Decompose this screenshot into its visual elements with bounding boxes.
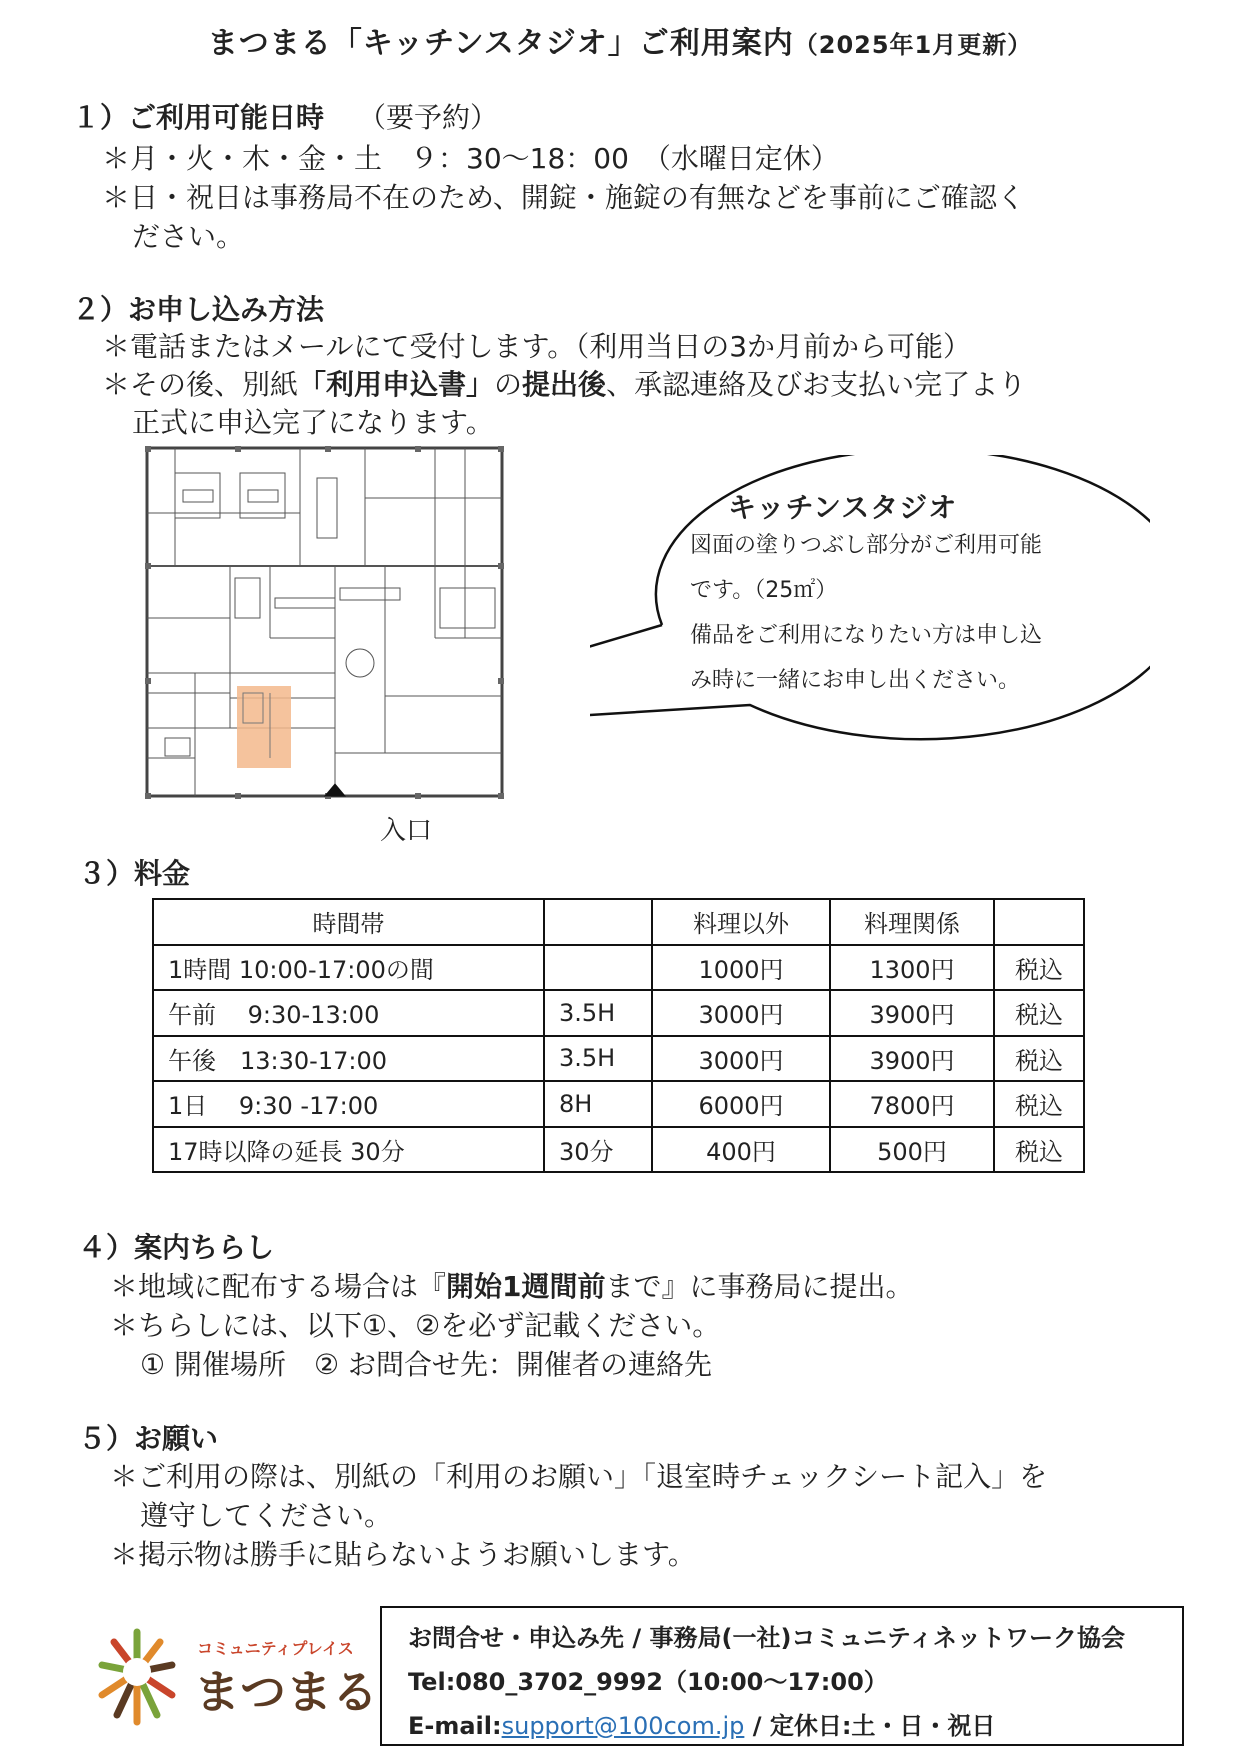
- cell-cooking: 3900円: [830, 1036, 994, 1082]
- section2-heading: ２）お申し込み方法: [72, 293, 325, 326]
- section1-heading-text: １）ご利用可能日時: [72, 101, 325, 134]
- section3-heading: ３）料金: [78, 857, 191, 890]
- cell-cooking: 1300円: [830, 945, 994, 991]
- cell-time: 午前 9:30-13:00: [153, 990, 544, 1036]
- section5-line1: ＊ご利用の際は、別紙の「利用のお願い」「退室時チェックシート記入」を: [110, 1460, 1048, 1493]
- contact-box: [380, 1606, 1184, 1746]
- cell-tax: 税込: [994, 945, 1084, 991]
- header-time: 時間帯: [153, 899, 544, 945]
- cell-hours: 30分: [544, 1127, 652, 1173]
- closed-days: / 定休日:土・日・祝日: [744, 1712, 996, 1740]
- header-tax: [994, 899, 1084, 945]
- cell-time: 17時以降の延長 30分: [153, 1127, 544, 1173]
- s2-l2e: 、承認連絡及びお支払い完了より: [606, 368, 1027, 401]
- section4-line2: ＊ちらしには、以下①、②を必ず記載ください。: [110, 1309, 721, 1342]
- page-title: [0, 18, 1240, 62]
- section1-heading: [72, 96, 498, 136]
- contact-line1: お問合せ・申込み先 / 事務局(一社)コミュニティネットワーク協会: [408, 1624, 1126, 1652]
- section5-line3: ＊掲示物は勝手に貼らないようお願いします。: [110, 1538, 696, 1571]
- cell-tax: 税込: [994, 1127, 1084, 1173]
- floor-plan: [135, 438, 520, 808]
- cell-time: 午後 13:30-17:00: [153, 1036, 544, 1082]
- cell-non-cooking: 3000円: [652, 1036, 830, 1082]
- title-main: まつまる「キッチンスタジオ」ご利用案内: [207, 26, 794, 61]
- section2-line3: 正式に申込完了になります。: [132, 406, 494, 439]
- table-row: [153, 1127, 1084, 1173]
- cell-tax: 税込: [994, 1081, 1084, 1127]
- cell-hours: 3.5H: [544, 1036, 652, 1082]
- logo-small-text: コミュニティプレイス: [197, 1639, 354, 1658]
- cell-non-cooking: 400円: [652, 1127, 830, 1173]
- contact-tel: Tel:080_3702_9992（10:00～17:00）: [408, 1668, 888, 1696]
- s4-l1b: 開始1週間前: [446, 1270, 606, 1303]
- header-hours: [544, 899, 652, 945]
- cell-hours: [544, 945, 652, 991]
- section4-heading: ４）案内ちらし: [78, 1231, 275, 1264]
- cell-tax: 税込: [994, 1036, 1084, 1082]
- s2-l2b: 「利用申込書」: [298, 368, 495, 401]
- table-row: [153, 945, 1084, 991]
- section1-line2: ＊日・祝日は事務局不在のため、開錠・施錠の有無などを事前にご確認く: [102, 181, 1025, 214]
- cell-cooking: 3900円: [830, 990, 994, 1036]
- s4-l1c: まで』に事務局に提出。: [605, 1270, 914, 1303]
- section4-line1: [110, 1265, 914, 1305]
- cell-non-cooking: 1000円: [652, 945, 830, 991]
- fee-table: [152, 898, 1085, 1173]
- kitchen-studio-area: [237, 686, 291, 768]
- table-row: [153, 1081, 1084, 1127]
- cell-time: 1日 9:30 -17:00: [153, 1081, 544, 1127]
- cell-hours: 8H: [544, 1081, 652, 1127]
- table-row: [153, 1036, 1084, 1082]
- s2-l2c: の: [494, 368, 523, 401]
- section4-line3: ① 開催場所 ② お問合せ先：開催者の連絡先: [140, 1348, 713, 1381]
- balloon-line1: 図面の塗りつぶし部分がご利用可能: [690, 533, 1043, 558]
- logo-big-text: まつまる: [194, 1665, 378, 1719]
- balloon-title: キッチンスタジオ: [728, 491, 958, 524]
- section1-line3: ださい。: [132, 220, 245, 253]
- header-non-cooking: 料理以外: [652, 899, 830, 945]
- cell-tax: 税込: [994, 990, 1084, 1036]
- s4-l1a: ＊地域に配布する場合は『: [110, 1270, 447, 1303]
- header-cooking: 料理関係: [830, 899, 994, 945]
- cell-hours: 3.5H: [544, 990, 652, 1036]
- section5-line2: 遵守してください。: [140, 1499, 393, 1532]
- matsumaru-logo: [72, 1610, 382, 1740]
- contact-line3: [408, 1706, 995, 1741]
- section5-heading: ５）お願い: [78, 1422, 219, 1455]
- balloon-line4: み時に一緒にお申し出ください。: [690, 668, 1021, 693]
- s2-l2d: 提出後: [522, 368, 607, 401]
- title-updated: （2025年1月更新）: [793, 31, 1033, 59]
- section1-line1: ＊月・火・木・金・土 ９：30～18：00 （水曜日定休）: [102, 142, 839, 175]
- cell-non-cooking: 6000円: [652, 1081, 830, 1127]
- cell-cooking: 500円: [830, 1127, 994, 1173]
- mail-label: E-mail:: [408, 1712, 502, 1740]
- cell-time: 1時間 10:00-17:00の間: [153, 945, 544, 991]
- section2-line2: [102, 363, 1026, 403]
- table-header-row: [153, 899, 1084, 945]
- section2-line1: ＊電話またはメールにて受付します。（利用当日の3か月前から可能）: [102, 330, 972, 363]
- email-link[interactable]: support@100com.jp: [501, 1712, 745, 1740]
- s2-l2a: ＊その後、別紙: [102, 368, 299, 401]
- section1-note: （要予約）: [358, 101, 499, 134]
- entrance-label: 入口: [380, 816, 433, 846]
- cell-cooking: 7800円: [830, 1081, 994, 1127]
- balloon-line2: です。（25㎡）: [690, 578, 838, 603]
- cell-non-cooking: 3000円: [652, 990, 830, 1036]
- balloon-line3: 備品をご利用になりたい方は申し込: [690, 623, 1043, 648]
- table-row: [153, 990, 1084, 1036]
